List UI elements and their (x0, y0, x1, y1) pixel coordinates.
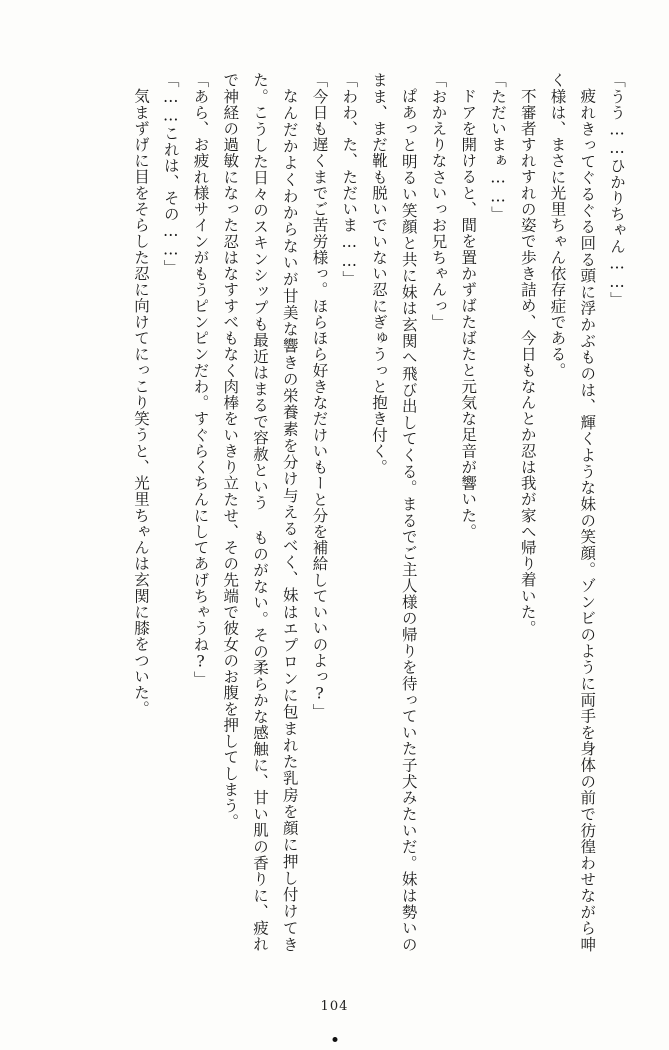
paragraph: ぱあっと明るい笑顔と共に妹は玄関へ飛び出してくる。まるでご主人様の帰りを待っていた子犬みたいだ。妹は勢いのまま、まだ靴も脱いでいない忍にぎゅうっと抱き付く。 (370, 72, 418, 952)
paragraph: なんだかよくわからないが甘美な響きの栄養素を分け与えるべく、妹はエプロンに包まれた乳房を顔に押し付けてきた。こうした日々のスキンシップも最近はまるで容赦という ものがない。その柔らかな感触に、甘い肌の香りに、疲れで神経の過敏になった忍はなすすべもなく肉棒をいきり立たせ、その先端で彼女のお腹を押してしまう。 (221, 72, 299, 952)
paragraph: ドアを開けると、間を置かずばたばたと元気な足音が響いた。 (459, 87, 478, 539)
paragraph: 「わわ、た、ただいま……」 (340, 72, 359, 287)
bottom-dot-mark (332, 1037, 337, 1042)
paragraph: 気まずげに目をそらした忍に向けてにっこり笑うと、光里ちゃんは玄関に膝をついた。 (132, 87, 150, 717)
paragraph: 「おかえりなさいっお兄ちゃんっ」 (429, 72, 448, 330)
paragraph: 「ただいまぁ……」 (489, 72, 507, 223)
paragraph: 不審者すれすれの姿で歩き詰め、今日もなんとか忍は我が家へ帰り着いた。 (518, 87, 537, 636)
paragraph: 「……これは、その……」 (161, 72, 180, 276)
paragraph: 「あら、お疲れ様サインがもうピンピンだわ。すぐらくちんにしてあげちゃうね?」 (191, 72, 210, 688)
page-number: 104 (320, 999, 349, 1014)
paragraph: 「今日も遅くまでご苦労様っ。ほらほら好きなだけいもーと分を補給していいのよっ?」 (310, 72, 329, 720)
paragraph: 「うう……ひかりちゃん……」 (608, 72, 626, 308)
paragraph: 疲れきってぐるぐる回る頭に浮かぶものは、輝くような妹の笑顔。ゾンビのように両手を身体の前で彷徨わせながら呻く様は、まさに光里ちゃん依存症である。 (548, 72, 597, 952)
body-text (40, 72, 631, 952)
